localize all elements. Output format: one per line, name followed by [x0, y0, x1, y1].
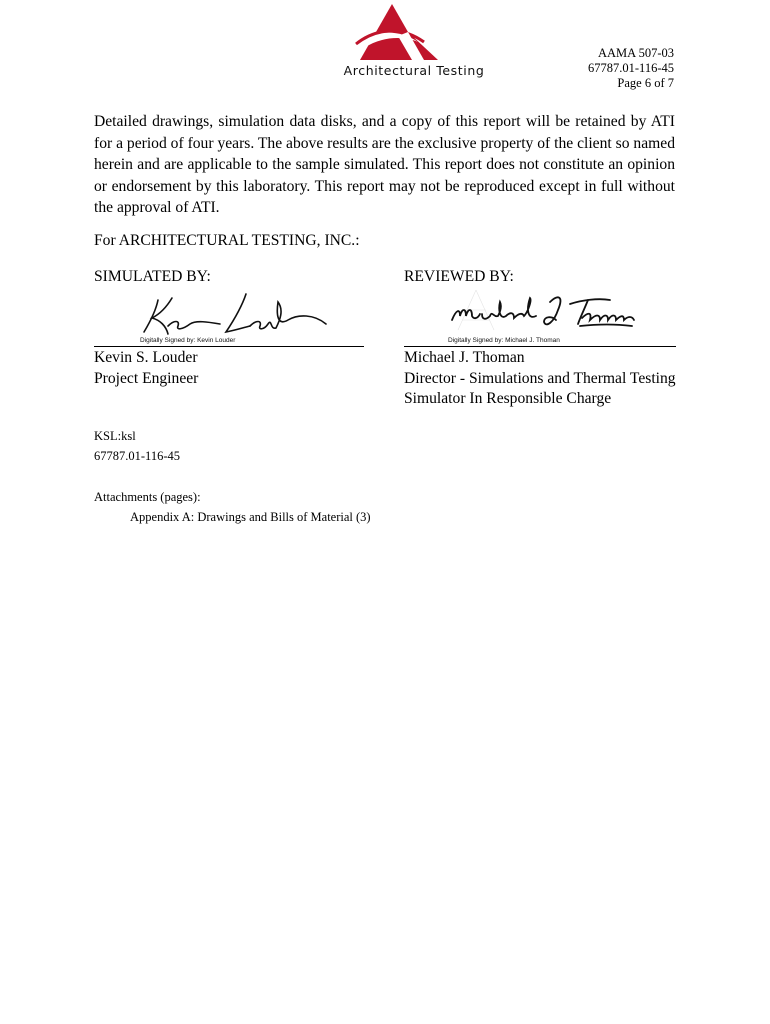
- report-number: 67787.01-116-45: [588, 61, 674, 75]
- simulator-title: Project Engineer: [94, 369, 199, 387]
- signature-kevin-louder: [138, 290, 328, 348]
- signature-line-left: [94, 346, 364, 347]
- attachment-item: Appendix A: Drawings and Bills of Material (3): [130, 510, 371, 524]
- reviewer-block: [404, 348, 676, 410]
- digital-signature-caption: Digitally Signed by: Michael J. Thoman: [448, 337, 560, 344]
- standard-ref: AAMA 507-03: [597, 46, 674, 60]
- reviewer-name: Michael J. Thoman: [404, 349, 525, 366]
- page-number: Page 6 of 7: [617, 76, 674, 90]
- handwritten-signature-icon: [448, 290, 648, 338]
- reference-block: [588, 46, 674, 91]
- document-number: 67787.01-116-45: [94, 449, 180, 463]
- signature-michael-thoman: [448, 290, 648, 348]
- reviewer-title: Director - Simulations and Thermal Testing: [404, 369, 676, 387]
- attachments-label: Attachments (pages):: [94, 490, 201, 504]
- company-logo: [336, 0, 496, 82]
- simulator-block: [94, 348, 198, 389]
- reviewed-by-heading: REVIEWED BY:: [404, 268, 514, 285]
- initials-block: [94, 426, 180, 466]
- reviewer-role: Simulator In Responsible Charge: [404, 390, 612, 407]
- simulator-name: Kevin S. Louder: [94, 349, 198, 366]
- initials: KSL:ksl: [94, 429, 136, 443]
- digital-signature-caption: Digitally Signed by: Kevin Louder: [140, 337, 236, 344]
- retention-paragraph: Detailed drawings, simulation data disks, and a copy of this report will be retained by ATI for a period of four years. The above results are the exclusive property of the client so named herein and are applicable to the sample simulated. This report does not constitute an opinion or endorsement by this laboratory. This report may not be reproduced except in full without the approval of ATI.: [94, 113, 675, 216]
- signature-line-right: [404, 346, 676, 347]
- handwritten-signature-icon: [138, 290, 328, 338]
- logo-text: Architectural Testing: [343, 63, 485, 78]
- triangle-logo-icon: [346, 2, 456, 64]
- simulated-by-heading: SIMULATED BY:: [94, 268, 211, 285]
- company-line: For ARCHITECTURAL TESTING, INC.:: [94, 232, 360, 249]
